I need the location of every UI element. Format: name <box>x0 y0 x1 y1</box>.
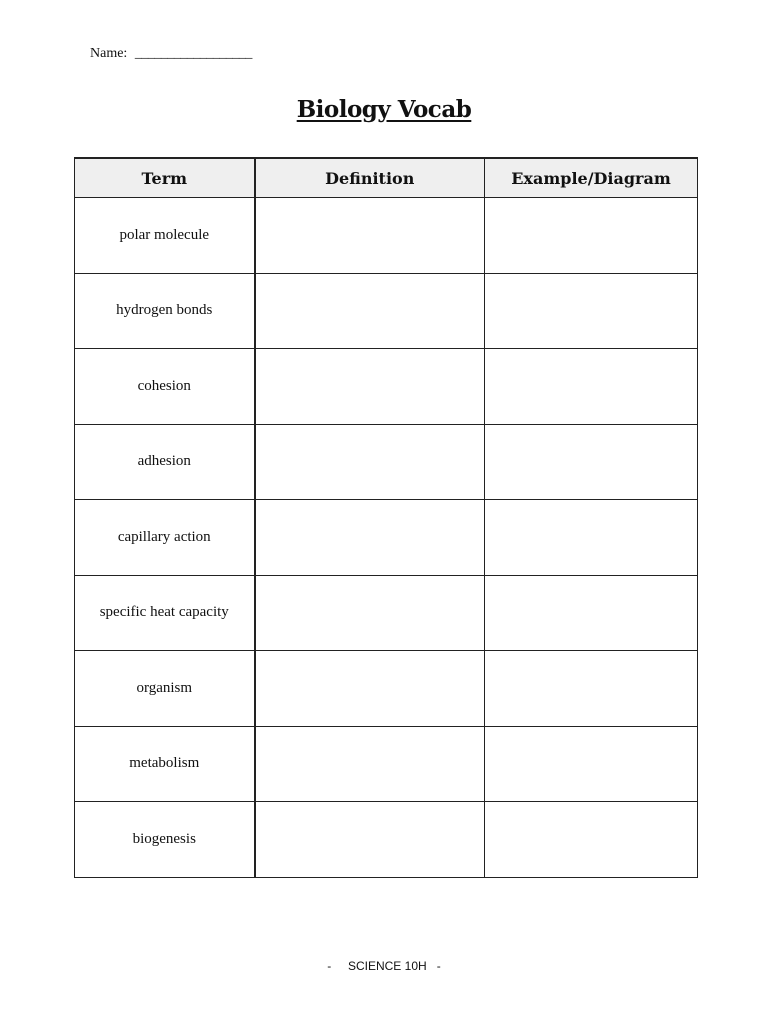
table-row <box>75 726 698 802</box>
definition-cell[interactable] <box>255 651 485 727</box>
example-cell[interactable] <box>485 500 698 576</box>
table-row <box>75 424 698 500</box>
table-row <box>75 500 698 576</box>
table-row <box>75 575 698 651</box>
example-cell[interactable] <box>485 273 698 349</box>
table-row <box>75 802 698 878</box>
column-header-example: Example/Diagram <box>485 158 698 198</box>
term-cell: cohesion <box>75 349 255 425</box>
example-cell[interactable] <box>485 802 698 878</box>
term-cell: polar molecule <box>75 198 255 274</box>
footer-course-label: SCIENCE 10H <box>347 959 427 973</box>
definition-cell[interactable] <box>255 349 485 425</box>
definition-cell[interactable] <box>255 802 485 878</box>
example-cell[interactable] <box>485 575 698 651</box>
vocab-table <box>74 157 698 878</box>
example-cell[interactable] <box>485 651 698 727</box>
name-label: Name: <box>90 46 128 61</box>
definition-cell[interactable] <box>255 726 485 802</box>
column-header-definition: Definition <box>255 158 485 198</box>
name-field-line <box>90 46 252 62</box>
term-cell: hydrogen bonds <box>75 273 255 349</box>
table-row <box>75 651 698 727</box>
example-cell[interactable] <box>485 726 698 802</box>
example-cell[interactable] <box>485 198 698 274</box>
term-cell: adhesion <box>75 424 255 500</box>
term-cell: biogenesis <box>75 802 255 878</box>
term-cell: capillary action <box>75 500 255 576</box>
table-row <box>75 273 698 349</box>
term-cell: specific heat capacity <box>75 575 255 651</box>
table-row <box>75 198 698 274</box>
table-row <box>75 349 698 425</box>
definition-cell[interactable] <box>255 500 485 576</box>
example-cell[interactable] <box>485 349 698 425</box>
column-header-term: Term <box>75 158 255 198</box>
term-cell: metabolism <box>75 726 255 802</box>
term-cell: organism <box>75 651 255 727</box>
definition-cell[interactable] <box>255 198 485 274</box>
page-footer <box>0 959 768 973</box>
definition-cell[interactable] <box>255 575 485 651</box>
definition-cell[interactable] <box>255 424 485 500</box>
name-blank[interactable]: __________________ <box>134 46 252 61</box>
example-cell[interactable] <box>485 424 698 500</box>
definition-cell[interactable] <box>255 273 485 349</box>
footer-dash-left: - <box>327 959 332 973</box>
footer-dash-right: - <box>436 959 441 973</box>
page-title: Biology Vocab <box>296 96 472 123</box>
table-header-row <box>75 158 698 198</box>
